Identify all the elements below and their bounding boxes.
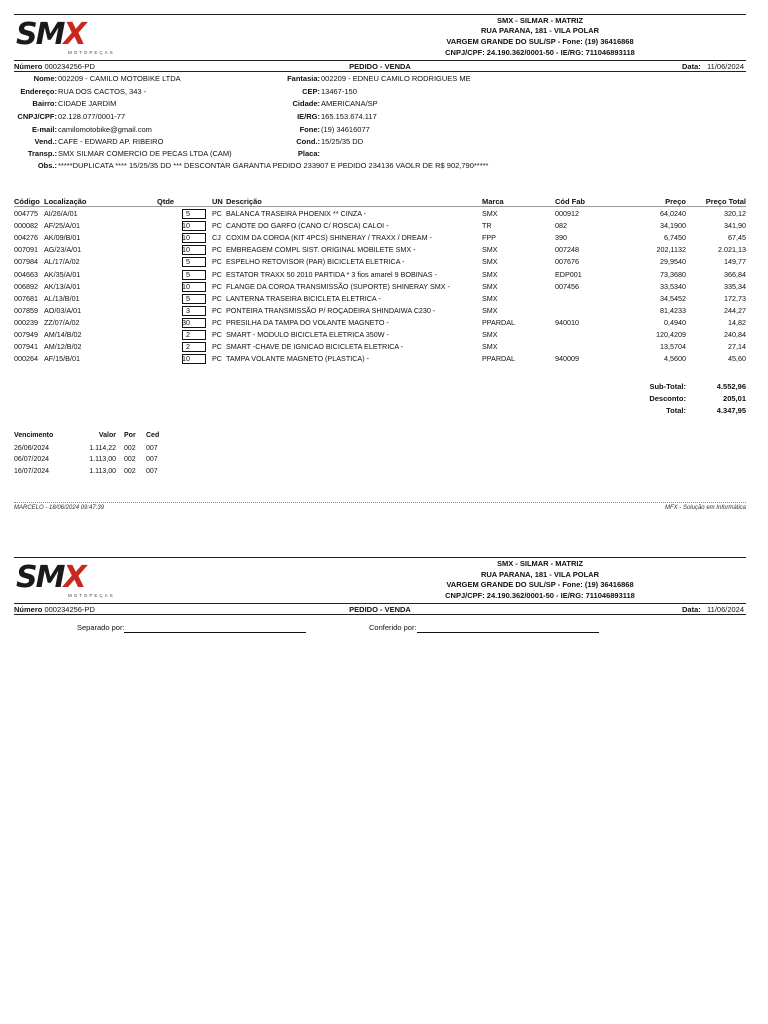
cell-qtde: 10 xyxy=(182,281,190,291)
company-city: VARGEM GRANDE DO SUL/SP - Fone: (19) 36416868 xyxy=(446,37,634,46)
cell-codfab: 007248 xyxy=(555,245,579,255)
cell-preco: 34,5452 xyxy=(660,293,686,303)
doc-title: PEDIDO - VENDA xyxy=(349,62,411,71)
cell-marca: PPARDAL xyxy=(482,317,516,327)
cell-un: PC xyxy=(212,330,222,339)
smx-logo: SMX MOTOPEÇAS xyxy=(16,17,115,55)
cell-marca: SMX xyxy=(482,305,498,315)
cell-preco: 34,1900 xyxy=(660,221,686,231)
check-box[interactable] xyxy=(182,257,206,267)
label-desconto: Desconto: xyxy=(649,394,686,403)
cell-codigo: 007859 xyxy=(14,305,38,315)
cell-codfab: EDP001 xyxy=(555,269,582,279)
cell-descricao: SMART - MODULO BICICLETA ELETRICA 350W - xyxy=(226,330,389,339)
client-ie: 165.153.674.117 xyxy=(321,112,377,121)
pay-valor: 1.113,00 xyxy=(89,467,116,475)
conferido-por-line[interactable] xyxy=(417,632,599,633)
cell-localizacao: AF/25/A/01 xyxy=(44,221,80,231)
cell-preco: 29,9540 xyxy=(660,257,686,267)
client-obs: *****DUPLICATA **** 15/25/35 DD *** DESCONTAR GARANTIA PEDIDO 233907 E PEDIDO 234136 VAOLR DE R$ 902,790***** xyxy=(58,161,489,170)
cell-descricao: SMART -CHAVE DE IGNICAO BICICLETA ELETRICA - xyxy=(226,342,404,352)
cell-qtde: 10 xyxy=(182,233,190,243)
table-row xyxy=(14,318,746,330)
cell-marca: SMX xyxy=(482,257,498,267)
label-fone: Fone: xyxy=(299,125,320,134)
client-cidade: AMERICANA/SP xyxy=(321,99,378,108)
cell-un: CJ xyxy=(212,233,221,243)
client-cond: 15/25/35 DD xyxy=(321,137,364,146)
label-conferido-por: Conferido por: xyxy=(369,623,417,632)
cell-qtde: 3 xyxy=(186,305,190,315)
cell-qtde: 10 xyxy=(182,245,190,255)
client-vend: CAFE - EDWARD AP. RIBEIRO xyxy=(58,137,164,146)
cell-qtde: 10 xyxy=(182,354,190,364)
check-box[interactable] xyxy=(182,245,206,255)
pay-por: 002 xyxy=(124,456,136,464)
cell-descricao: LANTERNA TRASEIRA BICICLETA ELETRICA - xyxy=(226,293,381,303)
cell-preco: 64,0240 xyxy=(660,209,686,218)
cell-qtde: 5 xyxy=(186,293,190,303)
header-rule-bottom xyxy=(14,71,746,72)
pay-ced: 007 xyxy=(146,456,158,464)
col-localizacao: Localização xyxy=(44,197,87,206)
header-rule xyxy=(14,60,746,61)
table-row xyxy=(14,342,746,354)
cell-codigo: 007984 xyxy=(14,257,38,267)
cell-preco-total: 341,90 xyxy=(724,221,746,231)
cell-marca: TR xyxy=(482,221,492,231)
cell-descricao: FLANGE DA COROA TRANSMISSÃO (SUPORTE) SHINERAY SMX - xyxy=(226,281,450,291)
check-box[interactable] xyxy=(182,354,206,364)
cell-descricao: TAMPA VOLANTE MAGNETO (PLASTICA) - xyxy=(226,354,369,364)
slip-header-rule-bottom xyxy=(14,614,746,615)
cell-un: PC xyxy=(212,342,222,352)
cell-preco-total: 244,27 xyxy=(724,305,746,315)
cell-descricao: ESPELHO RETOVISOR (PAR) BICICLETA ELETRICA - xyxy=(226,257,405,267)
cell-codfab: 390 xyxy=(555,233,567,243)
cell-marca: SMX xyxy=(482,342,498,352)
cell-preco-total: 27,14 xyxy=(728,342,746,352)
label-email: E-mail: xyxy=(31,125,57,134)
cell-un: PC xyxy=(212,209,222,218)
cell-preco: 0,4940 xyxy=(664,317,686,327)
cell-un: PC xyxy=(212,221,222,231)
cell-preco-total: 320,12 xyxy=(724,209,746,218)
cell-codfab: 007676 xyxy=(555,257,579,267)
check-box[interactable] xyxy=(182,342,206,352)
label-transp: Transp.: xyxy=(27,149,57,158)
pay-col-por: Por xyxy=(124,432,136,439)
cell-localizacao: AK/09/B/01 xyxy=(44,233,81,243)
cell-preco: 13,5704 xyxy=(660,342,686,352)
cell-marca: SMX xyxy=(482,281,498,291)
slip-company-name: SMX - SILMAR - MATRIZ xyxy=(496,559,584,568)
cell-codigo: 007681 xyxy=(14,293,38,303)
cell-preco: 81,4233 xyxy=(660,305,686,315)
check-box[interactable] xyxy=(182,294,206,304)
client-email: camilomotobike@gmail.com xyxy=(58,125,152,134)
cell-qtde: 2 xyxy=(186,330,190,339)
cell-marca: SMX xyxy=(482,269,498,279)
client-cnpj: 02.128.077/0001-77 xyxy=(58,112,126,121)
cell-un: PC xyxy=(212,293,222,303)
label-subtotal: Sub-Total: xyxy=(649,382,686,391)
col-marca: Marca xyxy=(482,197,504,206)
pay-col-vencimento: Vencimento xyxy=(14,432,54,439)
label-placa: Placa: xyxy=(297,149,320,158)
table-row xyxy=(14,233,746,245)
col-descricao: Descrição xyxy=(226,197,262,206)
table-row xyxy=(14,257,746,269)
label-cond: Cond.: xyxy=(296,137,320,146)
desconto-value: 205,01 xyxy=(723,394,746,403)
total-value: 4.347,95 xyxy=(716,406,746,415)
cell-qtde: 10 xyxy=(182,221,190,231)
check-box[interactable] xyxy=(182,221,206,231)
table-row xyxy=(14,306,746,318)
slip-company-city: VARGEM GRANDE DO SUL/SP - Fone: (19) 36416868 xyxy=(446,580,634,589)
check-box[interactable] xyxy=(182,330,206,340)
cell-qtde: 5 xyxy=(186,257,190,267)
cell-codfab: 007456 xyxy=(555,281,579,291)
footer-user-timestamp: MARCELO - 18/06/2024 09:47:39 xyxy=(14,505,105,511)
pay-vencimento: 26/06/2024 xyxy=(14,445,50,452)
cell-un: PC xyxy=(212,269,222,279)
cell-preco-total: 67,45 xyxy=(728,233,746,243)
company-address: RUA PARANA, 181 - VILA POLAR xyxy=(480,26,600,35)
pay-ced: 007 xyxy=(146,445,158,452)
pay-valor: 1.113,00 xyxy=(89,456,116,464)
top-rule xyxy=(14,14,746,15)
cell-un: PC xyxy=(212,281,222,291)
cell-preco-total: 172,73 xyxy=(724,293,746,303)
pay-valor: 1.114,22 xyxy=(89,445,116,452)
cell-un: PC xyxy=(212,245,222,255)
separado-por-line[interactable] xyxy=(124,632,306,633)
cell-marca: SMX xyxy=(482,330,498,339)
cell-codigo: 004276 xyxy=(14,233,38,243)
table-row xyxy=(14,282,746,294)
cell-descricao: EMBREAGEM COMPL SIST. ORIGINAL MOBILETE SMX - xyxy=(226,245,416,255)
pay-vencimento: 06/07/2024 xyxy=(14,456,50,464)
cell-codfab: 940010 xyxy=(555,317,579,327)
label-obs: Obs.: xyxy=(37,161,57,170)
slip-doc-title: PEDIDO - VENDA xyxy=(349,605,411,614)
order-date: Data: 11/06/2024 xyxy=(682,62,745,71)
cell-qtde: 30 xyxy=(182,317,190,327)
table-row xyxy=(14,294,746,306)
items-header xyxy=(14,197,746,209)
label-total: Total: xyxy=(666,406,686,415)
cell-qtde: 5 xyxy=(186,269,190,279)
smx-logo-slip: SMX MOTOPEÇAS xyxy=(16,560,115,598)
label-cnpj: CNPJ/CPF: xyxy=(17,112,57,121)
pay-ced: 007 xyxy=(146,467,158,475)
cell-codfab: 000912 xyxy=(555,209,579,218)
cell-localizacao: AG/23/A/01 xyxy=(44,245,82,255)
table-row xyxy=(14,245,746,257)
slip-order-number: Número 000234256-PD xyxy=(14,605,95,614)
client-nome: 002209 - CAMILO MOTOBIKE LTDA xyxy=(58,74,181,83)
footer-software: MFX - Solução em Informática xyxy=(664,505,746,511)
cell-localizacao: ZZ/07/A/02 xyxy=(44,317,80,327)
col-codigo: Código xyxy=(14,197,40,206)
order-number: Número 000234256-PD xyxy=(14,62,95,71)
pay-por: 002 xyxy=(124,445,136,452)
slip-order-date: Data: 11/06/2024 xyxy=(682,605,745,614)
cell-marca: FPP xyxy=(482,233,496,243)
table-row xyxy=(14,209,746,221)
cell-localizacao: AI/26/A/01 xyxy=(44,209,78,218)
client-endereco: RUA DOS CACTOS, 343 - xyxy=(58,87,147,96)
cell-preco: 4,5600 xyxy=(664,354,686,364)
col-qtde: Qtde xyxy=(157,197,175,206)
label-cidade: Cidade: xyxy=(292,99,320,108)
cell-codigo: 007091 xyxy=(14,245,38,255)
cell-codfab: 082 xyxy=(555,221,567,231)
pay-col-valor: Valor xyxy=(98,432,116,439)
company-ids: CNPJ/CPF: 24.190.362/0001-50 - IE/RG: 711046893118 xyxy=(445,48,635,57)
cell-descricao: PRESILHA DA TAMPA DO VOLANTE MAGNETO - xyxy=(226,317,389,327)
check-box[interactable] xyxy=(182,233,206,243)
cell-descricao: ESTATOR TRAXX 50 2010 PARTIDA * 3 fios amarel 9 BOBINAS - xyxy=(226,269,437,279)
company-name: SMX - SILMAR - MATRIZ xyxy=(496,16,584,25)
pay-col-ced: Ced xyxy=(146,432,160,439)
cell-un: PC xyxy=(212,257,222,267)
col-un: UN xyxy=(212,197,223,206)
cell-preco: 73,3680 xyxy=(660,269,686,279)
cell-marca: SMX xyxy=(482,293,498,303)
cell-preco: 6,7450 xyxy=(664,233,686,243)
cell-preco: 33,5340 xyxy=(660,281,686,291)
cell-preco-total: 335,34 xyxy=(724,281,746,291)
cell-codigo: 000264 xyxy=(14,354,38,364)
client-transp: SMX SILMAR COMERCIO DE PECAS LTDA (CAM) xyxy=(58,149,232,158)
cell-codigo: 000239 xyxy=(14,317,38,327)
cell-marca: SMX xyxy=(482,209,498,218)
cell-preco-total: 149,77 xyxy=(724,257,746,267)
cell-un: PC xyxy=(212,317,222,327)
cell-descricao: COXIM DA COROA (KIT 4PCS) SHINERAY / TRAXX / DREAM - xyxy=(226,233,432,243)
col-preco-total: Preço Total xyxy=(705,197,746,206)
cell-marca: PPARDAL xyxy=(482,354,516,364)
cell-qtde: 5 xyxy=(186,209,190,218)
cell-localizacao: AL/13/B/01 xyxy=(44,293,80,303)
client-fantasia: 002209 - EDNEU CAMILO RODRIGUES ME xyxy=(321,74,471,83)
check-box[interactable] xyxy=(182,306,206,316)
cell-codigo: 007949 xyxy=(14,330,38,339)
check-box[interactable] xyxy=(182,318,206,328)
footer-rule xyxy=(14,502,746,503)
cell-un: PC xyxy=(212,354,222,364)
cell-localizacao: AL/17/A/02 xyxy=(44,257,80,267)
cell-qtde: 2 xyxy=(186,342,190,352)
cell-localizacao: AK/35/A/01 xyxy=(44,269,81,279)
cell-codfab: 940009 xyxy=(555,354,579,364)
label-separado-por: Separado por: xyxy=(77,623,125,632)
col-preco: Preço xyxy=(665,197,686,206)
client-fone: (19) 34616077 xyxy=(321,125,370,134)
cell-codigo: 006892 xyxy=(14,281,38,291)
slip-header-rule xyxy=(14,603,746,604)
label-vend: Vend.: xyxy=(34,137,57,146)
cell-un: PC xyxy=(212,305,222,315)
cell-preco-total: 45,60 xyxy=(728,354,746,364)
check-box[interactable] xyxy=(182,282,206,292)
cell-localizacao: AM/12/B/02 xyxy=(44,342,82,352)
pay-por: 002 xyxy=(124,467,136,475)
subtotal-value: 4.552,96 xyxy=(716,382,746,391)
col-codfab: Cód Fab xyxy=(555,197,585,206)
cell-codigo: 007941 xyxy=(14,342,38,352)
label-ie: IE/RG: xyxy=(297,112,320,121)
cell-localizacao: AM/14/B/02 xyxy=(44,330,82,339)
cell-localizacao: AO/03/A/01 xyxy=(44,305,82,315)
cell-descricao: CANOTE DO GARFO (CANO C/ ROSCA) CALOI - xyxy=(226,221,389,231)
cell-preco-total: 14,82 xyxy=(728,317,746,327)
client-cep: 13467-150 xyxy=(321,87,357,96)
slip-company-address: RUA PARANA, 181 - VILA POLAR xyxy=(480,570,600,579)
label-cep: CEP: xyxy=(302,87,320,96)
items-header-rule xyxy=(14,206,746,207)
client-bairro: CIDADE JARDIM xyxy=(58,99,117,108)
check-box[interactable] xyxy=(182,270,206,280)
check-box[interactable] xyxy=(182,209,206,219)
cell-codigo: 004663 xyxy=(14,269,38,279)
table-row xyxy=(14,354,746,366)
label-fantasia: Fantasia: xyxy=(287,74,320,83)
cell-preco: 120,4209 xyxy=(656,330,686,339)
label-endereco: Endereço: xyxy=(20,87,57,96)
table-row xyxy=(14,330,746,342)
slip-company-ids: CNPJ/CPF: 24.190.362/0001-50 - IE/RG: 711046893118 xyxy=(445,591,635,600)
label-nome: Nome: xyxy=(33,74,57,83)
table-row xyxy=(14,221,746,233)
label-bairro: Bairro: xyxy=(32,99,57,108)
pay-vencimento: 16/07/2024 xyxy=(14,467,50,475)
cell-preco-total: 240,84 xyxy=(724,330,746,339)
cell-marca: SMX xyxy=(482,245,498,255)
cell-codigo: 000082 xyxy=(14,221,38,231)
cell-descricao: PONTEIRA TRANSMISSÃO P/ ROÇADEIRA SHINDAIWA C230 - xyxy=(226,305,436,315)
slip-top-rule xyxy=(14,557,746,558)
cell-codigo: 004775 xyxy=(14,209,38,218)
cell-descricao: BALANCA TRASEIRA PHOENIX ** CINZA - xyxy=(226,209,367,218)
cell-localizacao: AF/15/B/01 xyxy=(44,354,80,364)
table-row xyxy=(14,270,746,282)
cell-localizacao: AK/13/A/01 xyxy=(44,281,81,291)
cell-preco-total: 366,84 xyxy=(724,269,746,279)
cell-preco-total: 2.021,13 xyxy=(718,245,746,255)
cell-preco: 202,1132 xyxy=(656,245,686,255)
